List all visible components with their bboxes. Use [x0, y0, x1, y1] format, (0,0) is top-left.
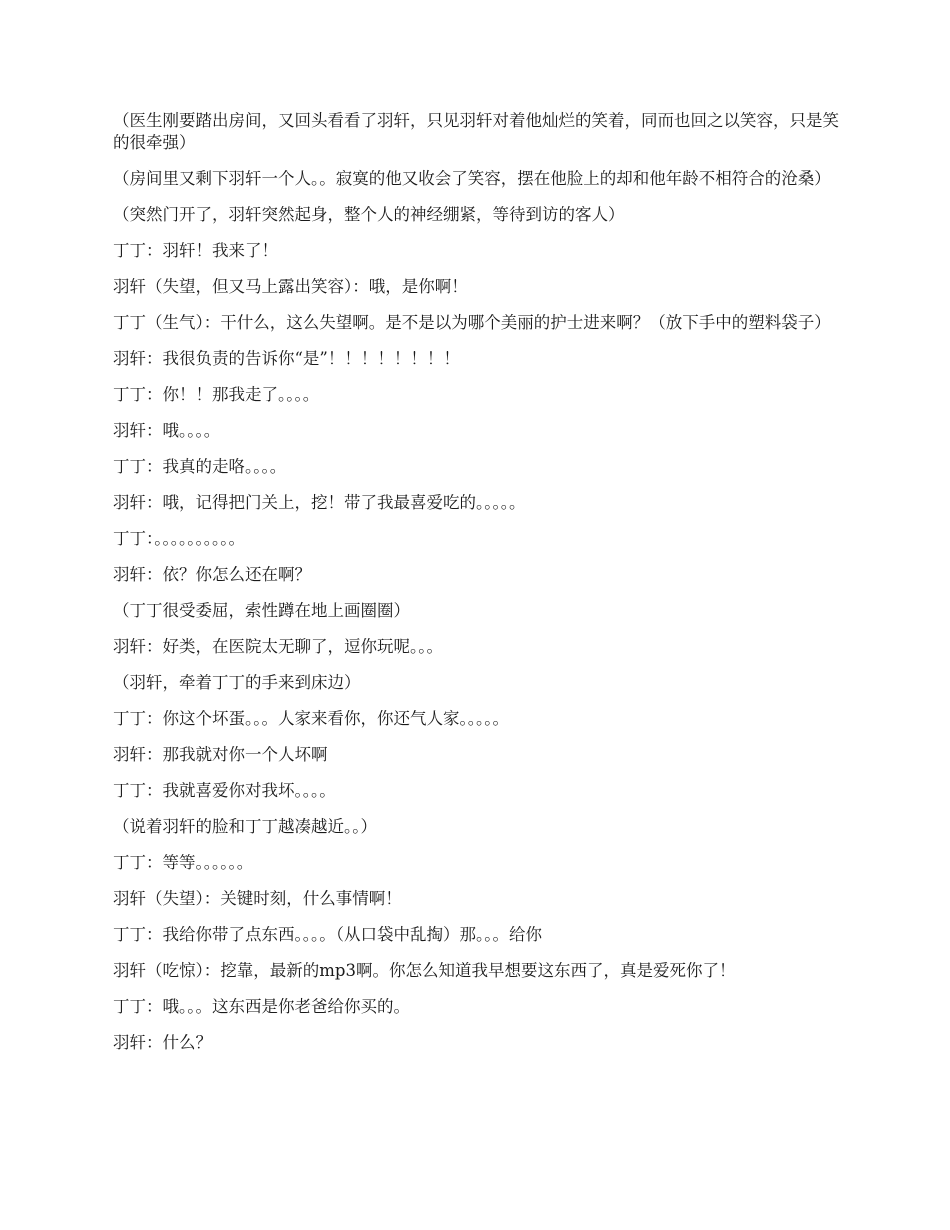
paragraph-11: 羽轩：哦，记得把门关上，挖！带了我最喜爱吃的。。。。。	[113, 493, 526, 512]
paragraph-25: 丁丁：哦。。。这东西是你老爸给你买的。	[113, 997, 410, 1016]
paragraph-21: 丁丁：等等。。。。。。	[113, 853, 254, 872]
paragraph-7: 羽轩：我很负责的告诉你“是”！！！！！！！！	[113, 349, 460, 368]
paragraph-23: 丁丁：我给你带了点东西。。。。（从口袋中乱掏）那。。。给你	[113, 925, 542, 944]
paragraph-4: 丁丁：羽轩！我来了！	[113, 241, 278, 260]
paragraph-12: 丁丁：。。。。。。。。。。	[113, 529, 245, 548]
paragraph-13: 羽轩：依？你怎么还在啊？	[113, 565, 311, 584]
paragraph-17: 丁丁：你这个坏蛋。。。人家来看你，你还气人家。。。。。	[113, 709, 509, 728]
paragraph-14: （丁丁很受委屈，索性蹲在地上画圈圈）	[113, 601, 410, 620]
paragraph-8: 丁丁：你！！那我走了。。。。	[113, 385, 320, 404]
paragraph-3: （突然门开了，羽轩突然起身，整个人的神经绷紧，等待到访的客人）	[113, 205, 625, 224]
paragraph-18: 羽轩：那我就对你一个人坏啊	[113, 745, 328, 764]
paragraph-22: 羽轩（失望）：关键时刻，什么事情啊！	[113, 889, 402, 908]
paragraph-19: 丁丁：我就喜爱你对我坏。。。。	[113, 781, 336, 800]
paragraph-15: 羽轩：好类，在医院太无聊了，逗你玩呢。。。	[113, 637, 443, 656]
paragraph-9: 羽轩：哦。。。。	[113, 421, 221, 440]
paragraph-20: （说着羽轩的脸和丁丁越凑越近。。）	[113, 817, 377, 836]
paragraph-6: 丁丁（生气）：干什么，这么失望啊。是不是以为哪个美丽的护士进来啊？（放下手中的塑料袋子）	[113, 313, 831, 332]
paragraph-5: 羽轩（失望，但又马上露出笑容）：哦，是你啊！	[113, 277, 468, 296]
paragraph-1: （医生刚要踏出房间，又回头看看了羽轩，只见羽轩对着他灿烂的笑着，同而也回之以笑容，只是笑的很牵强）	[113, 111, 839, 152]
paragraph-26: 羽轩：什么？	[113, 1033, 212, 1052]
paragraph-10: 丁丁：我真的走咯。。。。	[113, 457, 287, 476]
paragraph-16: （羽轩，牵着丁丁的手来到床边）	[113, 673, 361, 692]
paragraph-24: 羽轩（吃惊）：挖靠，最新的mp3啊。你怎么知道我早想要这东西了，真是爱死你了！	[113, 961, 736, 980]
paragraph-2: （房间里又剩下羽轩一个人。。寂寞的他又收会了笑容，摆在他脸上的却和他年龄不相符合的沧桑）	[113, 169, 831, 188]
script-body	[113, 110, 839, 1068]
